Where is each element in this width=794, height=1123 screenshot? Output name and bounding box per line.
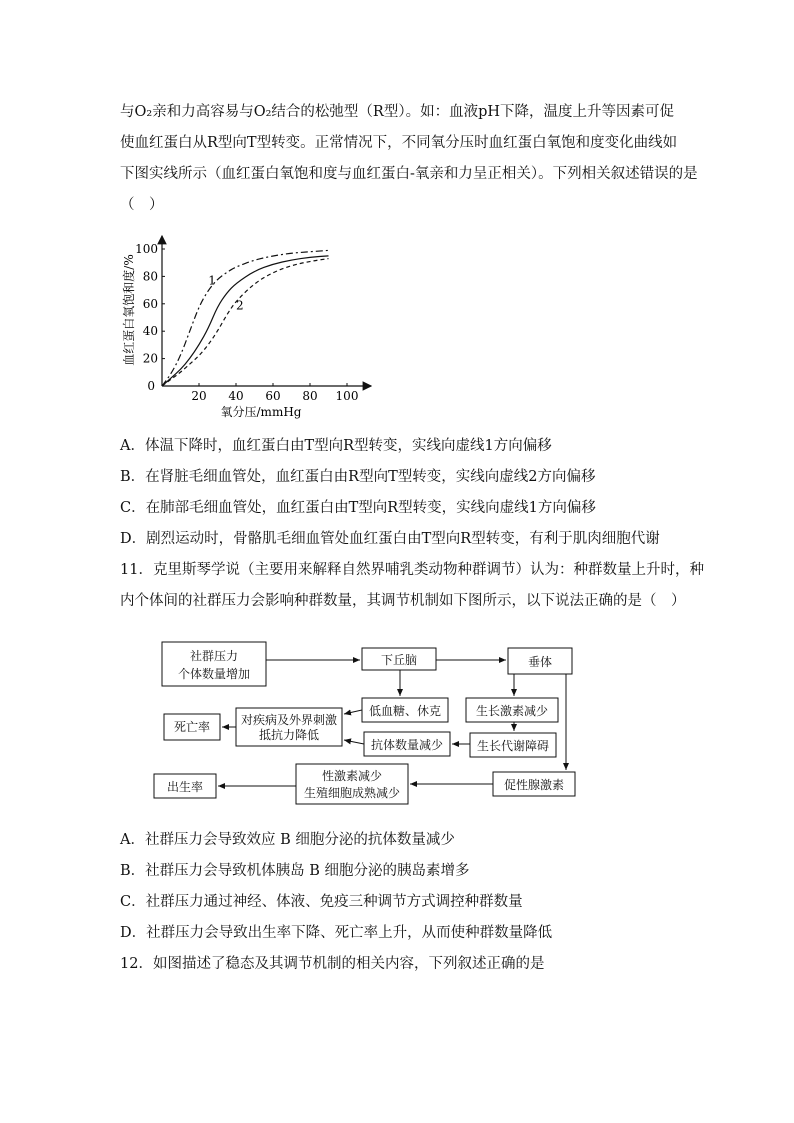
q11-option-c: C．社群压力通过神经、体液、免疫三种调节方式调控种群数量 [120, 894, 523, 910]
curve-dash-dot [162, 250, 329, 386]
x-tick-label: 80 [302, 389, 318, 403]
q11-text-line-2: 内个体间的社群压力会影响种群数量，其调节机制如下图所示，以下说法正确的是（ ） [120, 593, 686, 609]
q10-option-c: C．在肺部毛细血管处，血红蛋白由T型向R型转变，实线向虚线1方向偏移 [120, 500, 596, 516]
flow-growth-disorder: 生长代谢障碍 [476, 739, 550, 753]
q10-answer-blank: （ ） [120, 197, 164, 213]
arrow-hypoglycemia-resistance [344, 710, 362, 714]
arrow-antibody-resistance [344, 740, 364, 744]
y-tick-label: 100 [135, 242, 158, 256]
flow-antibody-decrease: 抗体数量减少 [370, 738, 444, 752]
q11-option-b: B．社群压力会导致机体胰岛 B 细胞分泌的胰岛素增多 [120, 863, 470, 879]
q11-option-a: A．社群压力会导致效应 B 细胞分泌的抗体数量减少 [120, 832, 455, 848]
y-axis-label: 血红蛋白氧饱和度/% [122, 254, 136, 366]
q10-text-line-2: 使血红蛋白从R型向T型转变。正常情况下，不同氧分压时血红蛋白氧饱和度变化曲线如 [120, 135, 678, 151]
x-axis-label: 氧分压/mmHg [220, 405, 302, 419]
flow-pressure-line1: 社群压力 [189, 649, 239, 663]
q11-text-line-1: 11．克里斯琴学说（主要用来解释自然界哺乳类动物种群调节）认为：种群数量上升时，种 [120, 562, 704, 578]
q10-text-line-1: 与O₂亲和力高容易与O₂结合的松弛型（R型）。如：血液pH下降，温度上升等因素可促 [120, 104, 674, 120]
flow-hypoglycemia: 低血糖、休克 [368, 704, 442, 718]
q11-option-d: D．社群压力会导致出生率下降、死亡率上升，从而使种群数量降低 [120, 925, 553, 941]
flow-pituitary: 垂体 [527, 655, 553, 669]
origin-label: 0 [147, 379, 155, 393]
flow-pressure-line2: 个体数量增加 [177, 667, 251, 681]
curve-label-1: 1 [208, 273, 216, 288]
flow-sex-line2: 生殖细胞成熟减少 [303, 786, 401, 800]
q10-option-d: D．剧烈运动时，骨骼肌毛细血管处血红蛋白由T型向R型转变，有利于肌肉细胞代谢 [120, 531, 660, 547]
social-pressure-flowchart [150, 638, 590, 806]
q10-option-b: B．在肾脏毛细血管处，血红蛋白由R型向T型转变，实线向虚线2方向偏移 [120, 469, 596, 485]
x-tick-label: 100 [335, 389, 359, 403]
y-tick-label: 20 [142, 351, 158, 366]
y-tick-label: 80 [142, 269, 158, 284]
q10-text-line-3: 下图实线所示（血红蛋白氧饱和度与血红蛋白-氧亲和力呈正相关）。下列相关叙述错误的是 [120, 166, 698, 182]
flow-resistance-line2: 抵抗力降低 [258, 728, 320, 742]
flow-gonadotropin: 促性腺激素 [503, 778, 565, 792]
y-tick-label: 40 [142, 324, 158, 339]
flow-birth-rate: 出生率 [166, 780, 204, 794]
oxygen-saturation-chart [115, 232, 380, 422]
flow-hypothalamus: 下丘脑 [380, 653, 418, 667]
flow-resistance-line1: 对疾病及外界刺激 [240, 713, 338, 727]
flow-sex-line1: 性激素减少 [321, 769, 383, 783]
chart-svg [115, 232, 380, 422]
x-tick-label: 40 [228, 389, 244, 403]
q12-text-line-1: 12．如图描述了稳态及其调节机制的相关内容，下列叙述正确的是 [120, 956, 545, 972]
flow-gh-decrease: 生长激素减少 [475, 704, 549, 718]
x-tick-label: 60 [265, 389, 281, 403]
x-tick-label: 20 [191, 389, 207, 403]
curve-label-2: 2 [236, 298, 244, 313]
flow-death-rate: 死亡率 [173, 720, 211, 734]
q10-option-a: A．体温下降时，血红蛋白由T型向R型转变，实线向虚线1方向偏移 [120, 438, 552, 454]
y-tick-label: 60 [142, 296, 158, 311]
